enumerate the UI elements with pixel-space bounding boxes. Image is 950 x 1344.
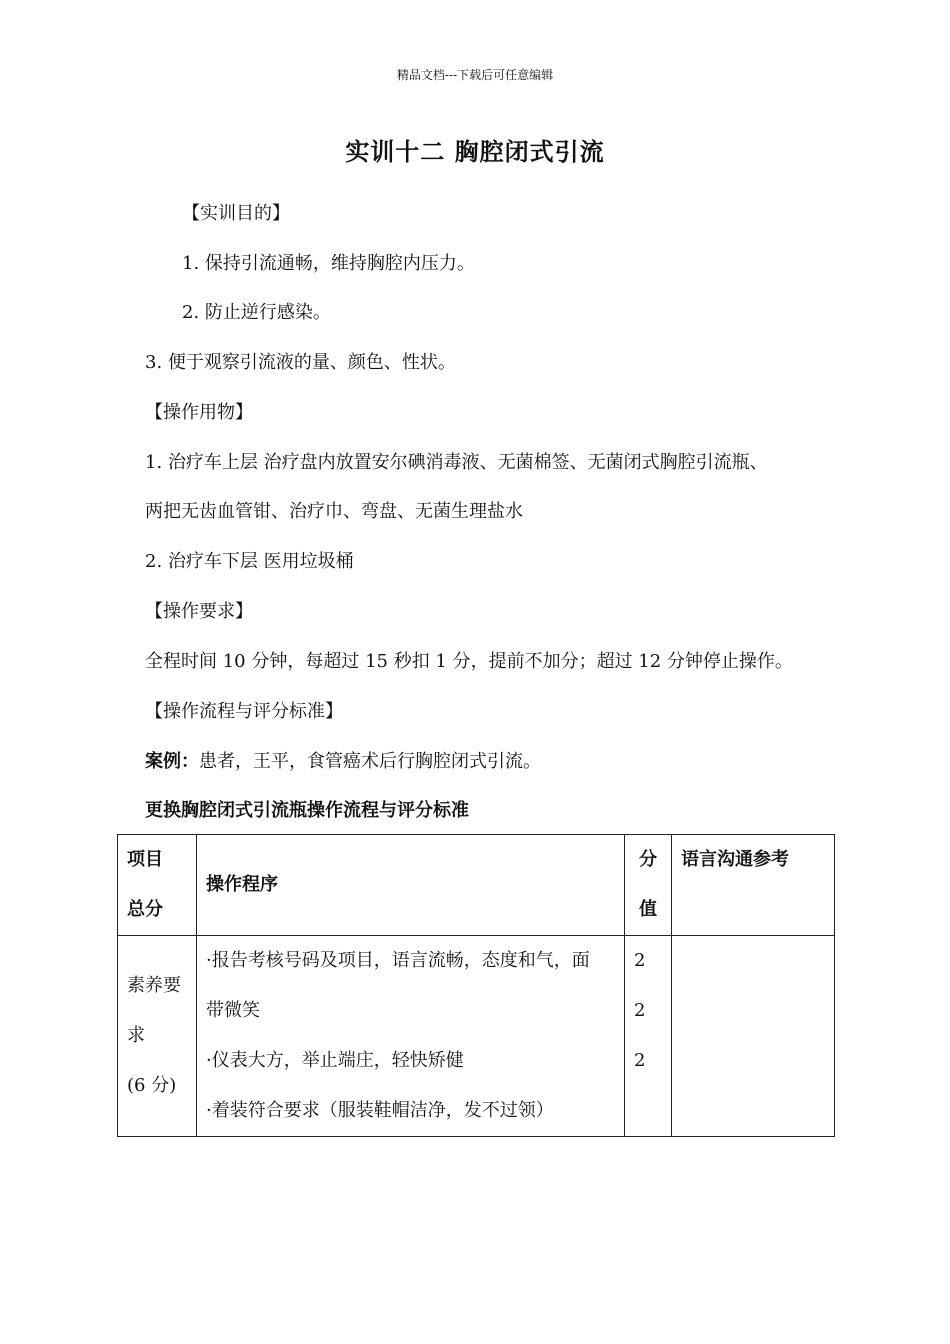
row1-item-line2: 求 bbox=[127, 1025, 145, 1046]
header-reference-cell bbox=[672, 835, 835, 936]
header-note: 精品文档---下载后可任意编辑 bbox=[396, 68, 554, 82]
row1-procedure-cell bbox=[197, 936, 625, 1137]
header-item-cell bbox=[118, 835, 197, 936]
row1-score-3: 2 bbox=[634, 1050, 646, 1071]
scoring-table bbox=[117, 834, 835, 1137]
header-score-line1: 分 bbox=[639, 849, 657, 870]
case-label: 案例： bbox=[145, 751, 199, 772]
header-procedure-cell bbox=[197, 835, 625, 936]
case-text: 患者，王平，食管癌术后行胸腔闭式引流。 bbox=[199, 751, 541, 772]
row1-score-1: 2 bbox=[634, 950, 646, 971]
case-line bbox=[145, 749, 541, 775]
row1-item-cell bbox=[118, 936, 197, 1137]
header-item-line2: 总分 bbox=[127, 899, 163, 920]
row1-item-line1: 素养要 bbox=[127, 975, 181, 996]
objective-item-3: 3. 便于观察引流液的量、颜色、性状。 bbox=[145, 352, 456, 373]
supplies-heading: 【操作用物】 bbox=[145, 402, 253, 423]
process-heading: 【操作流程与评分标准】 bbox=[145, 701, 343, 722]
row1-procedure-line3: ·仪表大方，举止端庄，轻快矫健 bbox=[206, 1050, 464, 1071]
header-procedure: 操作程序 bbox=[206, 874, 278, 895]
supplies-item-1-cont: 两把无齿血管钳、治疗巾、弯盘、无菌生理盐水 bbox=[145, 501, 523, 522]
header-score-line2: 值 bbox=[639, 899, 657, 920]
row1-item-line3: (6 分) bbox=[127, 1075, 177, 1096]
objective-item-2: 2. 防止逆行感染。 bbox=[182, 302, 331, 323]
table-row bbox=[118, 936, 835, 1137]
requirements-heading: 【操作要求】 bbox=[145, 601, 253, 622]
requirements-text: 全程时间 10 分钟，每超过 15 秒扣 1 分，提前不加分；超过 12 分钟停止操作。 bbox=[145, 651, 793, 672]
row1-score-2: 2 bbox=[634, 1000, 646, 1021]
table-header-row bbox=[118, 835, 835, 936]
row1-score-cell bbox=[625, 936, 672, 1137]
row1-procedure-line1: ·报告考核号码及项目，语言流畅，态度和气，面 bbox=[206, 950, 590, 971]
supplies-item-1: 1. 治疗车上层 治疗盘内放置安尔碘消毒液、无菌棉签、无菌闭式胸腔引流瓶、 bbox=[145, 452, 768, 473]
header-score-cell bbox=[625, 835, 672, 936]
page-title: 实训十二 胸腔闭式引流 bbox=[345, 137, 605, 166]
table-title: 更换胸腔闭式引流瓶操作流程与评分标准 bbox=[145, 800, 469, 821]
row1-reference-cell bbox=[672, 936, 835, 1137]
header-reference: 语言沟通参考 bbox=[681, 849, 789, 870]
supplies-item-2: 2. 治疗车下层 医用垃圾桶 bbox=[145, 551, 354, 572]
row1-procedure-line2: 带微笑 bbox=[206, 1000, 260, 1021]
objective-heading: 【实训目的】 bbox=[182, 203, 290, 224]
header-item-line1: 项目 bbox=[127, 849, 163, 870]
objective-item-1: 1. 保持引流通畅，维持胸腔内压力。 bbox=[182, 253, 475, 274]
row1-procedure-line4: ·着装符合要求（服装鞋帽洁净，发不过领） bbox=[206, 1100, 554, 1121]
